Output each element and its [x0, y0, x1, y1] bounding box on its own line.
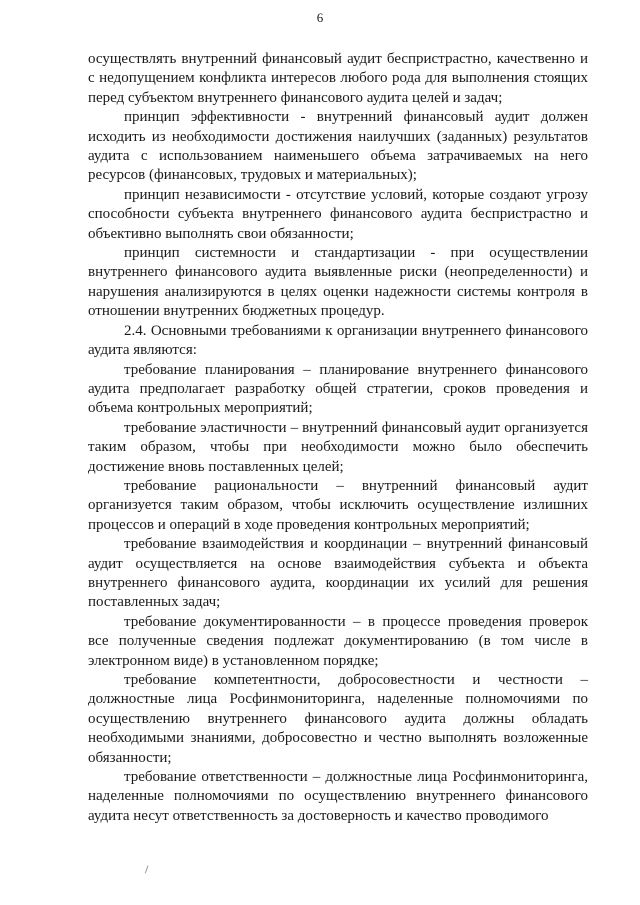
page-number: 6 — [316, 10, 324, 25]
paragraph-requirement-planning: требование планирования – планирование внутреннего финансового аудита предполагает разработку общей стратегии, сроков проведения и объема контрольных мероприятий; — [88, 361, 588, 417]
paragraph-requirement-rationality: требование рациональности – внутренний финансовый аудит организуется таким образом, чтобы исключить осуществление излишних процессов и операций в ходе проведения контрольных мероприятий; — [88, 477, 588, 533]
paragraph-requirement-documentation: требование документированности – в процессе проведения проверок все полученные сведения подлежат документированию (в том числе в электронном виде) в установленном порядке; — [88, 613, 588, 669]
document-body — [88, 50, 588, 826]
paragraph-requirement-elasticity: требование эластичности – внутренний финансовый аудит организуется таким образом, чтобы при необходимости можно было обеспечить достижение вновь поставленных целей; — [88, 419, 588, 475]
paragraph-requirement-competence: требование компетентности, добросовестности и честности – должностные лица Росфинмониторинга, наделенные полномочиями по осуществлению внутреннего финансового аудита должны обладать необходимыми знаниями, добросовестно и честно выполнять возложенные обязанности; — [88, 672, 588, 766]
paragraph-requirement-responsibility: требование ответственности – должностные лица Росфинмониторинга, наделенные полномочиями по осуществлению внутреннего финансового аудита несут ответственность за достоверность и качество проводимого — [88, 769, 588, 824]
paragraph-section-2-4: 2.4. Основными требованиями к организации внутреннего финансового аудита являются: — [88, 322, 588, 359]
paragraph-requirement-coordination: требование взаимодействия и координации – внутренний финансовый аудит осуществляется на основе взаимодействия субъекта и объекта внутреннего финансового аудита, координации их усилий для решения поставленных задач; — [88, 536, 588, 611]
stray-mark — [145, 866, 151, 875]
paragraph-principle-systematic: принцип системности и стандартизации - при осуществлении внутреннего финансового аудита выявленные риски (неопределенности) и нарушения анализируются в целях оценки надежности системы контроля в отношении внутренних бюджетных процедур. — [88, 245, 588, 320]
paragraph-principle-independence: принцип независимости - отсутствие условий, которые создают угрозу способности субъекта внутреннего финансового аудита беспристрастно и объективно выполнять свои обязанности; — [88, 186, 588, 242]
paragraph-principle-efficiency: принцип эффективности - внутренний финансовый аудит должен исходить из необходимости достижения наилучших (заданных) результатов аудита с использованием наименьшего объема затрачиваемых на него ресурсов (финансовых, трудовых и материальных); — [88, 109, 588, 184]
paragraph-continuation: осуществлять внутренний финансовый аудит беспристрастно, качественно и с недопущением конфликта интересов любого рода для выполнения стоящих перед субъектом внутреннего финансового аудита целей и задач; — [88, 51, 588, 106]
